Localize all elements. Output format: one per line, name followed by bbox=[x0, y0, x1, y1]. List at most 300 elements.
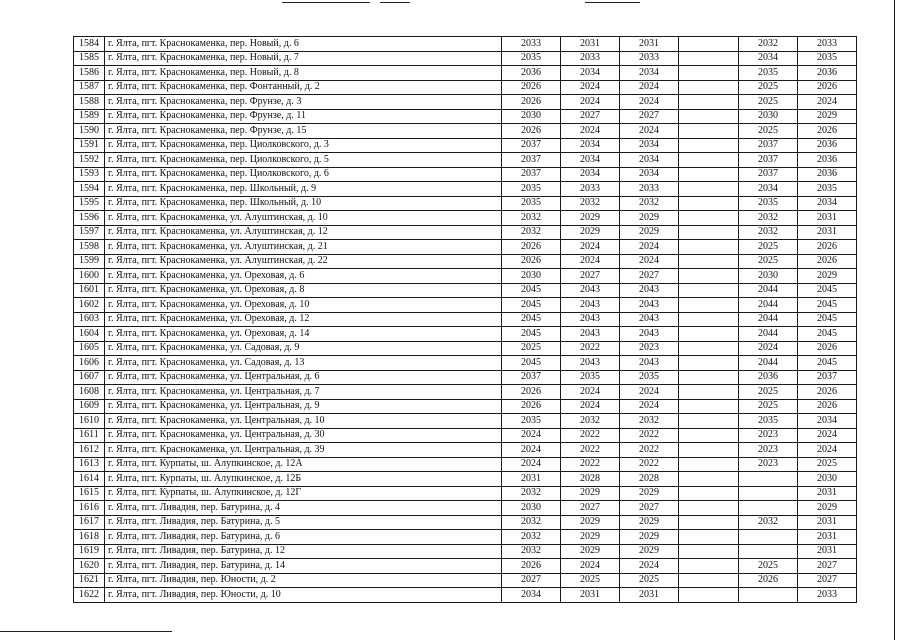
year-col-5-cell bbox=[739, 501, 798, 516]
year-col-5-cell: 2025 bbox=[739, 240, 798, 255]
table-row bbox=[74, 167, 857, 182]
year-col-2-cell: 2027 bbox=[561, 109, 620, 124]
year-col-5-cell: 2035 bbox=[739, 414, 798, 429]
address-cell: г. Ялта, пгт. Краснокаменка, пер. Фрунзе, д. 11 bbox=[105, 109, 502, 124]
table-row bbox=[74, 51, 857, 66]
year-col-1-cell: 2025 bbox=[502, 341, 561, 356]
year-col-5-cell: 2030 bbox=[739, 109, 798, 124]
year-col-2-cell: 2043 bbox=[561, 283, 620, 298]
year-col-2-cell: 2031 bbox=[561, 588, 620, 603]
scan-edge-right bbox=[894, 0, 896, 640]
year-col-2-cell: 2024 bbox=[561, 95, 620, 110]
table-row bbox=[74, 312, 857, 327]
year-col-3-cell: 2043 bbox=[620, 327, 679, 342]
table-row bbox=[74, 182, 857, 197]
year-col-1-cell: 2026 bbox=[502, 399, 561, 414]
year-col-2-cell: 2029 bbox=[561, 225, 620, 240]
row-number: 1606 bbox=[74, 356, 105, 371]
year-col-5-cell bbox=[739, 472, 798, 487]
year-col-5-cell: 2032 bbox=[739, 37, 798, 52]
address-cell: г. Ялта, пгт. Краснокаменка, ул. Центральная, д. 30 bbox=[105, 428, 502, 443]
address-cell: г. Ялта, пгт. Ливадия, пер. Батурина, д. 4 bbox=[105, 501, 502, 516]
address-cell: г. Ялта, пгт. Ливадия, пер. Батурина, д. 14 bbox=[105, 559, 502, 574]
year-col-4-cell bbox=[679, 95, 739, 110]
year-col-2-cell: 2033 bbox=[561, 51, 620, 66]
year-col-1-cell: 2030 bbox=[502, 269, 561, 284]
year-col-3-cell: 2024 bbox=[620, 399, 679, 414]
year-col-5-cell bbox=[739, 486, 798, 501]
year-col-1-cell: 2035 bbox=[502, 51, 561, 66]
table-row bbox=[74, 240, 857, 255]
year-col-1-cell: 2037 bbox=[502, 138, 561, 153]
year-col-4-cell bbox=[679, 544, 739, 559]
row-number: 1618 bbox=[74, 530, 105, 545]
year-col-6-cell: 2026 bbox=[798, 341, 857, 356]
year-col-2-cell: 2029 bbox=[561, 530, 620, 545]
year-col-5-cell: 2026 bbox=[739, 573, 798, 588]
year-col-1-cell: 2045 bbox=[502, 356, 561, 371]
year-col-5-cell: 2023 bbox=[739, 443, 798, 458]
address-cell: г. Ялта, пгт. Краснокаменка, пер. Фонтанный, д. 2 bbox=[105, 80, 502, 95]
year-col-4-cell bbox=[679, 109, 739, 124]
table-row bbox=[74, 138, 857, 153]
year-col-1-cell: 2032 bbox=[502, 530, 561, 545]
table-row bbox=[74, 414, 857, 429]
address-cell: г. Ялта, пгт. Краснокаменка, ул. Центральная, д. 39 bbox=[105, 443, 502, 458]
year-col-2-cell: 2035 bbox=[561, 370, 620, 385]
year-col-1-cell: 2045 bbox=[502, 283, 561, 298]
year-col-5-cell: 2023 bbox=[739, 428, 798, 443]
row-number: 1596 bbox=[74, 211, 105, 226]
address-cell: г. Ялта, пгт. Краснокаменка, ул. Алуштинская, д. 12 bbox=[105, 225, 502, 240]
year-col-4-cell bbox=[679, 370, 739, 385]
year-col-1-cell: 2035 bbox=[502, 414, 561, 429]
table-row bbox=[74, 283, 857, 298]
year-col-6-cell: 2030 bbox=[798, 472, 857, 487]
table-row bbox=[74, 370, 857, 385]
year-col-5-cell: 2025 bbox=[739, 124, 798, 139]
year-col-4-cell bbox=[679, 283, 739, 298]
year-col-2-cell: 2022 bbox=[561, 428, 620, 443]
year-col-3-cell: 2024 bbox=[620, 559, 679, 574]
year-col-5-cell: 2035 bbox=[739, 196, 798, 211]
year-col-6-cell: 2027 bbox=[798, 573, 857, 588]
row-number: 1602 bbox=[74, 298, 105, 313]
row-number: 1587 bbox=[74, 80, 105, 95]
year-col-6-cell: 2031 bbox=[798, 225, 857, 240]
year-col-1-cell: 2045 bbox=[502, 327, 561, 342]
table-row bbox=[74, 428, 857, 443]
year-col-6-cell: 2031 bbox=[798, 515, 857, 530]
table-row bbox=[74, 211, 857, 226]
year-col-4-cell bbox=[679, 124, 739, 139]
year-col-2-cell: 2024 bbox=[561, 80, 620, 95]
year-col-3-cell: 2029 bbox=[620, 225, 679, 240]
table-row bbox=[74, 501, 857, 516]
row-number: 1600 bbox=[74, 269, 105, 284]
year-col-1-cell: 2032 bbox=[502, 225, 561, 240]
address-cell: г. Ялта, пгт. Курпаты, ш. Алупкинское, д. 12Г bbox=[105, 486, 502, 501]
table-row bbox=[74, 66, 857, 81]
year-col-2-cell: 2029 bbox=[561, 211, 620, 226]
year-col-1-cell: 2024 bbox=[502, 443, 561, 458]
year-col-3-cell: 2027 bbox=[620, 269, 679, 284]
year-col-3-cell: 2034 bbox=[620, 167, 679, 182]
year-col-3-cell: 2033 bbox=[620, 51, 679, 66]
year-col-1-cell: 2037 bbox=[502, 167, 561, 182]
row-number: 1589 bbox=[74, 109, 105, 124]
table-row bbox=[74, 341, 857, 356]
year-col-2-cell: 2024 bbox=[561, 124, 620, 139]
table-row bbox=[74, 37, 857, 52]
year-col-5-cell bbox=[739, 530, 798, 545]
year-col-3-cell: 2031 bbox=[620, 588, 679, 603]
year-col-4-cell bbox=[679, 51, 739, 66]
year-col-5-cell: 2037 bbox=[739, 138, 798, 153]
row-number: 1591 bbox=[74, 138, 105, 153]
year-col-2-cell: 2022 bbox=[561, 341, 620, 356]
year-col-4-cell bbox=[679, 399, 739, 414]
year-col-5-cell: 2034 bbox=[739, 182, 798, 197]
table-row bbox=[74, 225, 857, 240]
table-row bbox=[74, 269, 857, 284]
year-col-4-cell bbox=[679, 312, 739, 327]
year-col-1-cell: 2045 bbox=[502, 312, 561, 327]
row-number: 1608 bbox=[74, 385, 105, 400]
year-col-5-cell: 2037 bbox=[739, 167, 798, 182]
row-number: 1597 bbox=[74, 225, 105, 240]
address-cell: г. Ялта, пгт. Ливадия, пер. Батурина, д. 6 bbox=[105, 530, 502, 545]
year-col-4-cell bbox=[679, 138, 739, 153]
year-col-4-cell bbox=[679, 153, 739, 168]
year-col-2-cell: 2029 bbox=[561, 486, 620, 501]
row-number: 1611 bbox=[74, 428, 105, 443]
year-col-6-cell: 2036 bbox=[798, 66, 857, 81]
row-number: 1621 bbox=[74, 573, 105, 588]
year-col-1-cell: 2034 bbox=[502, 588, 561, 603]
row-number: 1588 bbox=[74, 95, 105, 110]
row-number: 1590 bbox=[74, 124, 105, 139]
year-col-3-cell: 2033 bbox=[620, 182, 679, 197]
year-col-1-cell: 2035 bbox=[502, 182, 561, 197]
table-row bbox=[74, 298, 857, 313]
year-col-3-cell: 2025 bbox=[620, 573, 679, 588]
year-col-3-cell: 2034 bbox=[620, 153, 679, 168]
year-col-4-cell bbox=[679, 80, 739, 95]
year-col-3-cell: 2043 bbox=[620, 283, 679, 298]
year-col-5-cell: 2044 bbox=[739, 283, 798, 298]
year-col-1-cell: 2033 bbox=[502, 37, 561, 52]
address-cell: г. Ялта, пгт. Краснокаменка, ул. Алуштинская, д. 10 bbox=[105, 211, 502, 226]
table-row bbox=[74, 80, 857, 95]
year-col-2-cell: 2043 bbox=[561, 312, 620, 327]
year-col-4-cell bbox=[679, 414, 739, 429]
year-col-3-cell: 2029 bbox=[620, 515, 679, 530]
year-col-3-cell: 2027 bbox=[620, 501, 679, 516]
year-col-3-cell: 2031 bbox=[620, 37, 679, 52]
year-col-5-cell bbox=[739, 588, 798, 603]
year-col-4-cell bbox=[679, 167, 739, 182]
table-row bbox=[74, 573, 857, 588]
year-col-6-cell: 2024 bbox=[798, 443, 857, 458]
year-col-6-cell: 2031 bbox=[798, 544, 857, 559]
year-col-6-cell: 2036 bbox=[798, 167, 857, 182]
year-col-2-cell: 2043 bbox=[561, 298, 620, 313]
year-col-5-cell: 2024 bbox=[739, 341, 798, 356]
year-col-1-cell: 2026 bbox=[502, 124, 561, 139]
year-col-4-cell bbox=[679, 573, 739, 588]
row-number: 1604 bbox=[74, 327, 105, 342]
year-col-4-cell bbox=[679, 472, 739, 487]
year-col-3-cell: 2024 bbox=[620, 254, 679, 269]
address-cell: г. Ялта, пгт. Ливадия, пер. Юности, д. 10 bbox=[105, 588, 502, 603]
year-col-6-cell: 2029 bbox=[798, 109, 857, 124]
year-col-5-cell: 2035 bbox=[739, 66, 798, 81]
year-col-3-cell: 2028 bbox=[620, 472, 679, 487]
table-row bbox=[74, 472, 857, 487]
table-row bbox=[74, 515, 857, 530]
year-col-2-cell: 2027 bbox=[561, 269, 620, 284]
year-col-2-cell: 2024 bbox=[561, 254, 620, 269]
year-col-4-cell bbox=[679, 588, 739, 603]
year-col-4-cell bbox=[679, 501, 739, 516]
address-cell: г. Ялта, пгт. Краснокаменка, ул. Ореховая, д. 14 bbox=[105, 327, 502, 342]
year-col-3-cell: 2043 bbox=[620, 356, 679, 371]
row-number: 1594 bbox=[74, 182, 105, 197]
address-cell: г. Ялта, пгт. Краснокаменка, пер. Новый, д. 7 bbox=[105, 51, 502, 66]
year-col-1-cell: 2037 bbox=[502, 370, 561, 385]
year-col-4-cell bbox=[679, 428, 739, 443]
year-col-6-cell: 2033 bbox=[798, 588, 857, 603]
address-cell: г. Ялта, пгт. Краснокаменка, ул. Центральная, д. 6 bbox=[105, 370, 502, 385]
year-col-4-cell bbox=[679, 457, 739, 472]
year-col-3-cell: 2023 bbox=[620, 341, 679, 356]
year-col-6-cell: 2045 bbox=[798, 356, 857, 371]
address-cell: г. Ялта, пгт. Краснокаменка, ул. Центральная, д. 7 bbox=[105, 385, 502, 400]
year-col-4-cell bbox=[679, 254, 739, 269]
year-col-3-cell: 2029 bbox=[620, 544, 679, 559]
year-col-2-cell: 2043 bbox=[561, 356, 620, 371]
year-col-4-cell bbox=[679, 66, 739, 81]
year-col-5-cell: 2025 bbox=[739, 254, 798, 269]
year-col-6-cell: 2025 bbox=[798, 457, 857, 472]
year-col-4-cell bbox=[679, 385, 739, 400]
table-row bbox=[74, 124, 857, 139]
row-number: 1592 bbox=[74, 153, 105, 168]
year-col-6-cell: 2036 bbox=[798, 153, 857, 168]
year-col-5-cell: 2025 bbox=[739, 95, 798, 110]
year-col-4-cell bbox=[679, 443, 739, 458]
year-col-2-cell: 2029 bbox=[561, 515, 620, 530]
scan-edge-top bbox=[380, 2, 410, 3]
row-number: 1585 bbox=[74, 51, 105, 66]
address-cell: г. Ялта, пгт. Краснокаменка, ул. Садовая, д. 9 bbox=[105, 341, 502, 356]
address-cell: г. Ялта, пгт. Ливадия, пер. Юности, д. 2 bbox=[105, 573, 502, 588]
year-col-6-cell: 2031 bbox=[798, 486, 857, 501]
year-col-4-cell bbox=[679, 327, 739, 342]
year-col-2-cell: 2034 bbox=[561, 138, 620, 153]
year-col-1-cell: 2026 bbox=[502, 385, 561, 400]
row-number: 1605 bbox=[74, 341, 105, 356]
year-col-4-cell bbox=[679, 225, 739, 240]
table-row bbox=[74, 95, 857, 110]
year-col-6-cell: 2034 bbox=[798, 196, 857, 211]
year-col-2-cell: 2022 bbox=[561, 457, 620, 472]
scan-edge-top bbox=[585, 2, 640, 3]
table-row bbox=[74, 356, 857, 371]
table-row bbox=[74, 399, 857, 414]
table-row bbox=[74, 327, 857, 342]
year-col-2-cell: 2024 bbox=[561, 385, 620, 400]
year-col-6-cell: 2026 bbox=[798, 124, 857, 139]
year-col-2-cell: 2024 bbox=[561, 240, 620, 255]
table-row bbox=[74, 385, 857, 400]
year-col-1-cell: 2032 bbox=[502, 544, 561, 559]
year-col-3-cell: 2043 bbox=[620, 312, 679, 327]
address-cell: г. Ялта, пгт. Краснокаменка, пер. Циолковского, д. 3 bbox=[105, 138, 502, 153]
address-cell: г. Ялта, пгт. Краснокаменка, пер. Школьный, д. 10 bbox=[105, 196, 502, 211]
year-col-3-cell: 2029 bbox=[620, 486, 679, 501]
address-cell: г. Ялта, пгт. Краснокаменка, ул. Ореховая, д. 10 bbox=[105, 298, 502, 313]
year-col-3-cell: 2027 bbox=[620, 109, 679, 124]
year-col-1-cell: 2024 bbox=[502, 457, 561, 472]
year-col-2-cell: 2043 bbox=[561, 327, 620, 342]
year-col-6-cell: 2045 bbox=[798, 298, 857, 313]
row-number: 1613 bbox=[74, 457, 105, 472]
table-row bbox=[74, 196, 857, 211]
table-row bbox=[74, 109, 857, 124]
row-number: 1607 bbox=[74, 370, 105, 385]
row-number: 1595 bbox=[74, 196, 105, 211]
row-number: 1584 bbox=[74, 37, 105, 52]
table-row bbox=[74, 486, 857, 501]
year-col-4-cell bbox=[679, 559, 739, 574]
year-col-5-cell: 2025 bbox=[739, 385, 798, 400]
year-col-5-cell: 2025 bbox=[739, 559, 798, 574]
address-cell: г. Ялта, пгт. Краснокаменка, пер. Фрунзе, д. 15 bbox=[105, 124, 502, 139]
year-col-3-cell: 2024 bbox=[620, 80, 679, 95]
year-col-6-cell: 2026 bbox=[798, 385, 857, 400]
address-cell: г. Ялта, пгт. Краснокаменка, ул. Ореховая, д. 6 bbox=[105, 269, 502, 284]
year-col-3-cell: 2029 bbox=[620, 211, 679, 226]
year-col-6-cell: 2026 bbox=[798, 254, 857, 269]
address-cell: г. Ялта, пгт. Краснокаменка, ул. Ореховая, д. 12 bbox=[105, 312, 502, 327]
year-col-4-cell bbox=[679, 486, 739, 501]
year-col-4-cell bbox=[679, 341, 739, 356]
year-col-5-cell: 2023 bbox=[739, 457, 798, 472]
row-number: 1620 bbox=[74, 559, 105, 574]
year-col-2-cell: 2034 bbox=[561, 66, 620, 81]
year-col-4-cell bbox=[679, 196, 739, 211]
year-col-5-cell: 2036 bbox=[739, 370, 798, 385]
year-col-5-cell: 2032 bbox=[739, 515, 798, 530]
year-col-6-cell: 2037 bbox=[798, 370, 857, 385]
year-col-3-cell: 2022 bbox=[620, 443, 679, 458]
address-cell: г. Ялта, пгт. Курпаты, ш. Алупкинское, д. 12А bbox=[105, 457, 502, 472]
year-col-3-cell: 2043 bbox=[620, 298, 679, 313]
year-col-2-cell: 2034 bbox=[561, 153, 620, 168]
year-col-5-cell: 2032 bbox=[739, 225, 798, 240]
address-cell: г. Ялта, пгт. Краснокаменка, пер. Циолковского, д. 5 bbox=[105, 153, 502, 168]
address-cell: г. Ялта, пгт. Краснокаменка, пер. Фрунзе, д. 3 bbox=[105, 95, 502, 110]
year-col-3-cell: 2024 bbox=[620, 240, 679, 255]
year-col-1-cell: 2036 bbox=[502, 66, 561, 81]
address-cell: г. Ялта, пгт. Краснокаменка, ул. Алуштинская, д. 21 bbox=[105, 240, 502, 255]
year-col-1-cell: 2030 bbox=[502, 109, 561, 124]
year-col-2-cell: 2024 bbox=[561, 559, 620, 574]
row-number: 1612 bbox=[74, 443, 105, 458]
year-col-6-cell: 2035 bbox=[798, 51, 857, 66]
year-col-6-cell: 2027 bbox=[798, 559, 857, 574]
year-col-2-cell: 2027 bbox=[561, 501, 620, 516]
year-col-2-cell: 2029 bbox=[561, 544, 620, 559]
year-col-4-cell bbox=[679, 515, 739, 530]
year-col-1-cell: 2032 bbox=[502, 486, 561, 501]
year-col-3-cell: 2032 bbox=[620, 196, 679, 211]
year-col-6-cell: 2031 bbox=[798, 211, 857, 226]
year-col-6-cell: 2026 bbox=[798, 399, 857, 414]
year-col-2-cell: 2028 bbox=[561, 472, 620, 487]
table-row bbox=[74, 544, 857, 559]
year-col-3-cell: 2034 bbox=[620, 66, 679, 81]
year-col-1-cell: 2026 bbox=[502, 240, 561, 255]
address-cell: г. Ялта, пгт. Краснокаменка, пер. Новый, д. 6 bbox=[105, 37, 502, 52]
year-col-5-cell: 2044 bbox=[739, 298, 798, 313]
year-col-6-cell: 2033 bbox=[798, 37, 857, 52]
year-col-6-cell: 2024 bbox=[798, 428, 857, 443]
year-col-4-cell bbox=[679, 269, 739, 284]
table-row bbox=[74, 457, 857, 472]
table-row bbox=[74, 153, 857, 168]
year-col-4-cell bbox=[679, 211, 739, 226]
year-col-1-cell: 2045 bbox=[502, 298, 561, 313]
year-col-1-cell: 2026 bbox=[502, 80, 561, 95]
year-col-1-cell: 2027 bbox=[502, 573, 561, 588]
year-col-3-cell: 2032 bbox=[620, 414, 679, 429]
address-cell: г. Ялта, пгт. Ливадия, пер. Батурина, д. 5 bbox=[105, 515, 502, 530]
address-cell: г. Ялта, пгт. Краснокаменка, ул. Центральная, д. 10 bbox=[105, 414, 502, 429]
row-number: 1586 bbox=[74, 66, 105, 81]
row-number: 1593 bbox=[74, 167, 105, 182]
table-row bbox=[74, 559, 857, 574]
year-col-6-cell: 2026 bbox=[798, 80, 857, 95]
year-col-1-cell: 2032 bbox=[502, 211, 561, 226]
address-cell: г. Ялта, пгт. Краснокаменка, ул. Садовая, д. 13 bbox=[105, 356, 502, 371]
table-row bbox=[74, 443, 857, 458]
year-col-4-cell bbox=[679, 240, 739, 255]
year-col-5-cell: 2030 bbox=[739, 269, 798, 284]
address-cell: г. Ялта, пгт. Краснокаменка, пер. Школьный, д. 9 bbox=[105, 182, 502, 197]
year-col-6-cell: 2026 bbox=[798, 240, 857, 255]
year-col-1-cell: 2030 bbox=[502, 501, 561, 516]
year-col-3-cell: 2034 bbox=[620, 138, 679, 153]
year-col-3-cell: 2024 bbox=[620, 124, 679, 139]
year-col-1-cell: 2026 bbox=[502, 95, 561, 110]
year-col-1-cell: 2031 bbox=[502, 472, 561, 487]
year-col-5-cell: 2032 bbox=[739, 211, 798, 226]
year-col-2-cell: 2022 bbox=[561, 443, 620, 458]
address-cell: г. Ялта, пгт. Краснокаменка, пер. Новый, д. 8 bbox=[105, 66, 502, 81]
year-col-5-cell: 2044 bbox=[739, 356, 798, 371]
year-col-1-cell: 2026 bbox=[502, 559, 561, 574]
address-cell: г. Ялта, пгт. Краснокаменка, ул. Центральная, д. 9 bbox=[105, 399, 502, 414]
year-col-6-cell: 2031 bbox=[798, 530, 857, 545]
year-col-4-cell bbox=[679, 37, 739, 52]
year-col-2-cell: 2033 bbox=[561, 182, 620, 197]
year-col-5-cell: 2025 bbox=[739, 399, 798, 414]
year-col-6-cell: 2035 bbox=[798, 182, 857, 197]
address-cell: г. Ялта, пгт. Краснокаменка, ул. Алуштинская, д. 22 bbox=[105, 254, 502, 269]
